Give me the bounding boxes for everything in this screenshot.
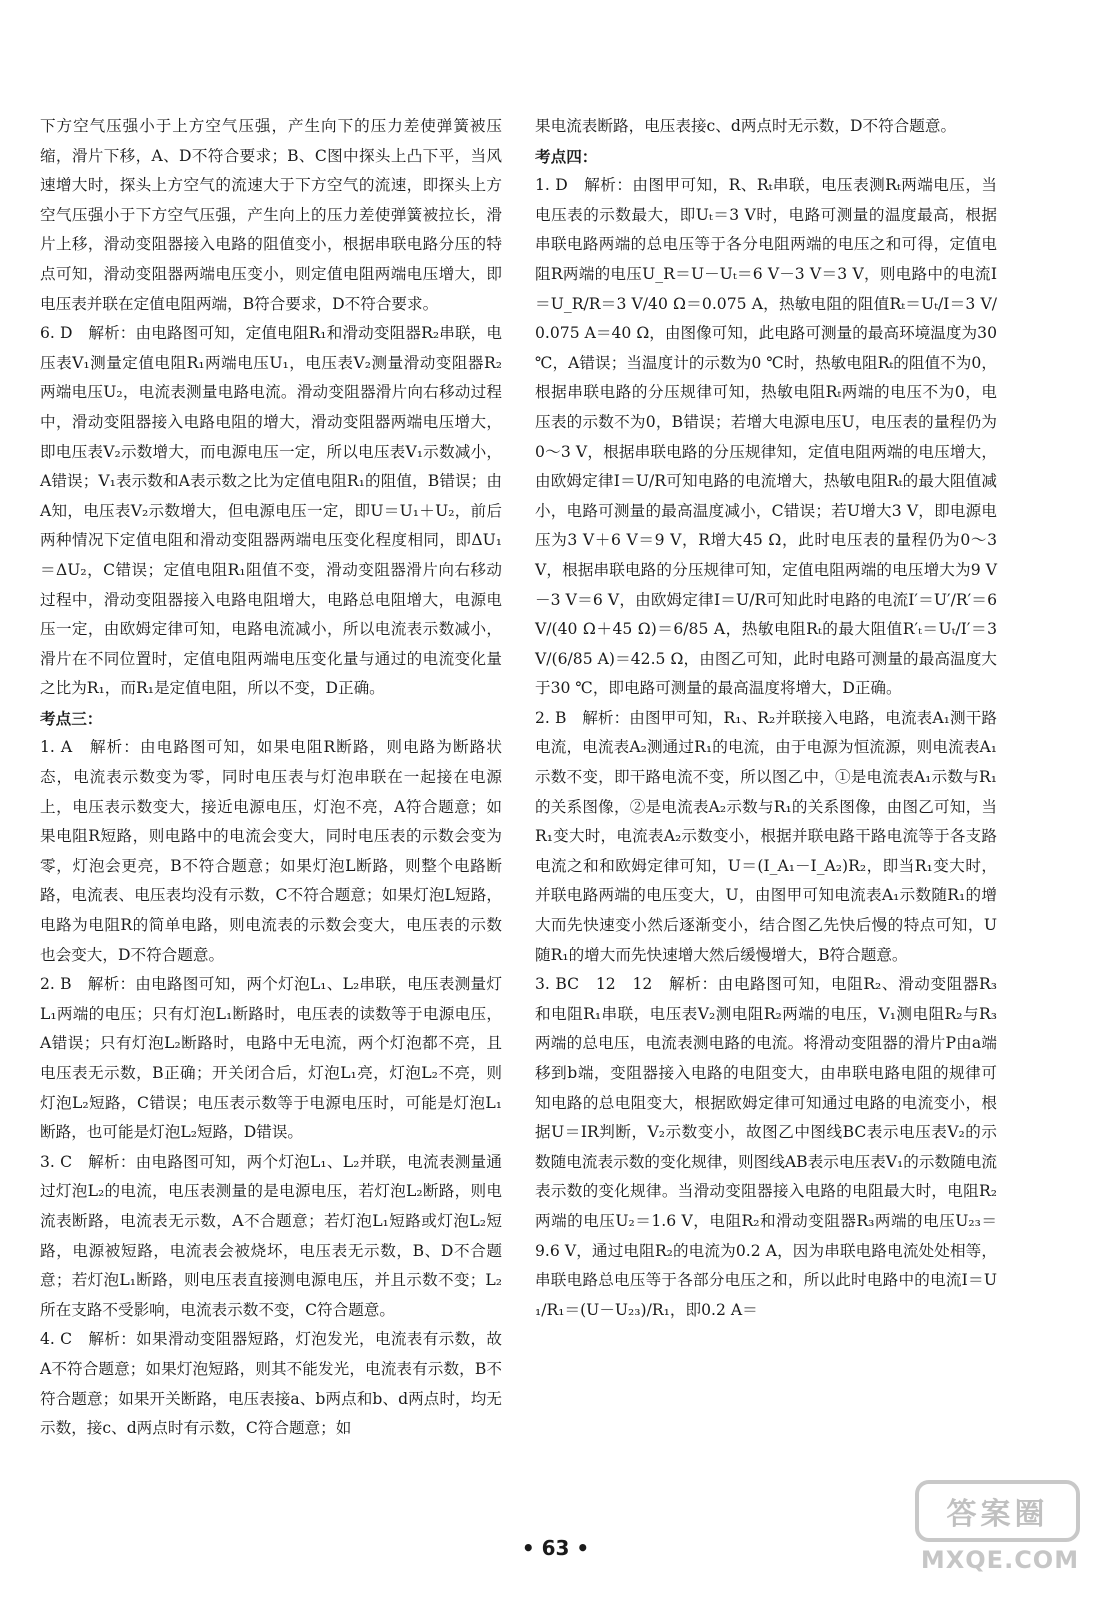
answer-paragraph: 果电流表断路，电压表接c、d两点时无示数，D不符合题意。 bbox=[535, 117, 957, 135]
left-column bbox=[40, 112, 502, 1444]
answer-paragraph: 2. B 解析：由图甲可知，R₁、R₂并联接入电路，电流表A₁测干路电流，电流表A₂测通过R₁的电流，由于电源为恒流源，则电流表A₁示数不变，即干路电流不变，所以图乙中，①是电流表A₁示数与R₁的关系图像，②是电流表A₂示数与R₁的关系图像，由图乙可知，当R₁变大时，电流表A₂示数变小，根据并联电路干路电流等于各支路电流之和和欧姆定律可知，U＝(I_A₁－I_A₂)R₂，即当R₁变大时，并联电路两端的电压变大，U，由图甲可知电流表A₁示数随R₁的增大而先快速变小然后逐渐变小，结合图乙先快后慢的特点可知，U随R₁的增大而先快速增大然后缓慢增大，B符合题意。 bbox=[535, 708, 997, 964]
answer-paragraph: 3. C 解析：由电路图可知，两个灯泡L₁、L₂并联，电流表测量通过灯泡L₂的电流，电压表测量的是电源电压，若灯泡L₂断路，则电流表断路，电流表无示数，A不合题意；若灯泡L₁短路或灯泡L₂短路，电源被短路，电流表会被烧坏，电压表无示数，B、D不合题意；若灯泡L₁断路，则电压表直接测电源电压，并且示数不变；L₂所在支路不受影响，电流表示数不变，C符合题意。 bbox=[40, 1152, 502, 1319]
watermark-url: MXQE.COM bbox=[920, 1546, 1080, 1574]
watermark-logo bbox=[915, 1480, 1085, 1580]
section-heading: 考点三： bbox=[40, 708, 103, 728]
section-heading: 考点四： bbox=[535, 146, 598, 166]
answer-paragraph: 2. B 解析：由电路图可知，两个灯泡L₁、L₂串联，电压表测量灯L₁两端的电压；只有灯泡L₁断路时，电压表的读数等于电源电压，A错误；只有灯泡L₂断路时，电路中无电流，两个灯泡都不亮，且电压表无示数，B正确；开关闭合后，灯泡L₁亮，灯泡L₂不亮，则灯泡L₂短路，C错误；电压表示数等于电源电压时，可能是灯泡L₁断路，也可能是灯泡L₂短路，D错误。 bbox=[40, 975, 502, 1142]
answer-paragraph: 1. D 解析：由图甲可知，R、Rₜ串联，电压表测Rₜ两端电压，当电压表的示数最大，即Uₜ＝3 V时，电路可测量的温度最高，根据串联电路两端的总电压等于各分电阻两端的电压之和可得，定值电阻R两端的电压U_R＝U－Uₜ＝6 V－3 V＝3 V，则电路中的电流I＝U_R/R＝3 V/40 Ω＝0.075 A，热敏电阻的阻值Rₜ＝Uₜ/I＝3 V/0.075 A＝40 Ω，由图像可知，此电路可测量的最高环境温度为30 ℃，A错误；当温度计的示数为0 ℃时，热敏电阻Rₜ的阻值不为0，根据串联电路的分压规律可知，热敏电阻Rₜ两端的电压不为0，电压表的示数不为0，B错误；若增大电源电压U，电压表的量程仍为0～3 V，根据串联电路的分压规律知，定值电阻两端的电压增大，由欧姆定律I＝U/R可知电路的电流增大，热敏电阻Rₜ的最大阻值减小，电路可测量的最高温度减小，C错误；若U增大3 V，即电源电压为3 V＋6 V＝9 V，R增大45 Ω，此时电压表的量程仍为0～3 V，根据串联电路的分压规律可知，定值电阻两端的电压增大为9 V－3 V＝6 V，由欧姆定律I＝U/R可知此时电路的电流I′＝U′/R′＝6 V/(40 Ω＋45 Ω)＝6/85 A，热敏电阻Rₜ的最大阻值R′ₜ＝Uₜ/I′＝3 V/(6/85 A)＝42.5 Ω，由图乙可知，此时电路可测量的最高温度大于30 ℃，即电路可测量的最高温度将增大，D正确。 bbox=[535, 176, 997, 698]
watermark-badge: 答案圈 bbox=[915, 1480, 1080, 1542]
right-column bbox=[535, 112, 997, 1325]
answer-paragraph: 下方空气压强小于上方空气压强，产生向下的压力差使弹簧被压缩，滑片下移，A、D不符合要求；B、C图中探头上凸下平，当风速增大时，探头上方空气的流速大于下方空气的流速，即探头上方空气压强小于下方空气压强，产生向上的压力差使弹簧被拉长，滑片上移，滑动变阻器接入电路的阻值变小，根据串联电路分压的特点可知，滑动变阻器两端电压变小，则定值电阻两端电压增大，即电压表并联在定值电阻两端，B符合要求，D不符合要求。 bbox=[40, 117, 502, 313]
answer-paragraph: 4. C 解析：如果滑动变阻器短路，灯泡发光，电流表有示数，故A不符合题意；如果灯泡短路，则其不能发光，电流表有示数，B不符合题意；如果开关断路，电压表接a、b两点和b、d两点时，均无示数，接c、d两点时有示数，C符合题意；如 bbox=[40, 1330, 502, 1438]
answer-paragraph: 6. D 解析：由电路图可知，定值电阻R₁和滑动变阻器R₂串联，电压表V₁测量定值电阻R₁两端电压U₁，电压表V₂测量滑动变阻器R₂两端电压U₂，电流表测量电路电流。滑动变阻器滑片向右移动过程中，滑动变阻器接入电路电阻的增大，滑动变阻器两端电压增大，即电压表V₂示数增大，而电源电压一定，所以电压表V₁示数减小，A错误；V₁表示数和A表示数之比为定值电阻R₁的阻值，B错误；由A知，电压表V₂示数增大，但电源电压一定，即U＝U₁＋U₂，前后两种情况下定值电阻和滑动变阻器两端电压变化程度相同，即ΔU₁＝ΔU₂，C错误；定值电阻R₁阻值不变，滑动变阻器滑片向右移动过程中，滑动变阻器接入电路电阻增大，电路总电阻增大，电源电压一定，由欧姆定律可知，电路电流减小，所以电流表示数减小，滑片在不同位置时，定值电阻两端电压变化量与通过的电流变化量之比为R₁，而R₁是定值电阻，所以不变，D正确。 bbox=[40, 324, 502, 698]
answer-paragraph: 3. BC 12 12 解析：由电路图可知，电阻R₂、滑动变阻器R₃和电阻R₁串联，电压表V₂测电阻R₂两端的电压，V₁测电阻R₂与R₃两端的总电压，电流表测电路的电流。将滑动变阻器的滑片P由a端移到b端，变阻器接入电路的电阻变大，由串联电路电阻的规律可知电路的总电阻变大，根据欧姆定律可知通过电路的电流变小，根据U＝IR判断，V₂示数变小，故图乙中图线BC表示电压表V₂的示数随电流表示数的变化规律，则图线AB表示电压表V₁的示数随电流表示数的变化规律。当滑动变阻器接入电路的电阻最大时，电阻R₂两端的电压U₂＝1.6 V，电阻R₂和滑动变阻器R₃两端的电压U₂₃＝9.6 V，通过电阻R₂的电流为0.2 A，因为串联电路电流处处相等，串联电路总电压等于各部分电压之和，所以此时电路中的电流I＝U₁/R₁＝(U－U₂₃)/R₁，即0.2 A＝ bbox=[535, 975, 997, 1319]
page-number: • 63 • bbox=[521, 1536, 590, 1560]
answer-paragraph: 1. A 解析：由电路图可知，如果电阻R断路，则电路为断路状态，电流表示数变为零，同时电压表与灯泡串联在一起接在电源上，电压表示数变大，接近电源电压，灯泡不亮，A符合题意；如果电阻R短路，则电路中的电流会变大，同时电压表的示数会变为零，灯泡会更亮，B不符合题意；如果灯泡L断路，则整个电路断路，电流表、电压表均没有示数，C不符合题意；如果灯泡L短路，电路为电阻R的简单电路，则电流表的示数会变大，电压表的示数也会变大，D不符合题意。 bbox=[40, 738, 502, 964]
